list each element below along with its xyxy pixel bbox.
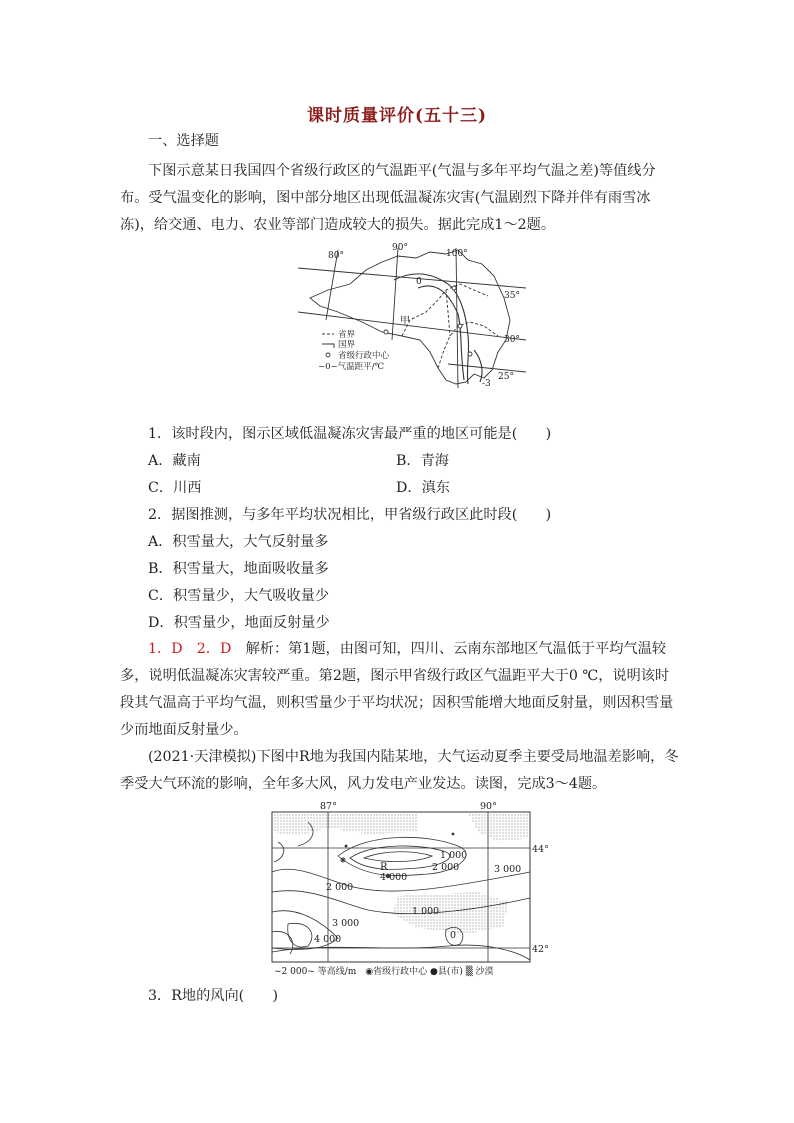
lon-label-80: 80° [328,251,344,261]
contour-label-3000-east: 3 000 [494,864,522,875]
lon-label-90: 90° [392,243,408,253]
lon-label-100: 100° [446,249,468,259]
contour-label-3000-west: 3 000 [332,918,360,929]
region-jia-label: 甲 [400,316,410,327]
contour-label-4000-center: 4 000 [380,872,408,883]
contour-label-2000-center: 2 000 [432,862,460,873]
question-1-option-b: B．青海 [396,453,449,469]
map-legend: ~2 000~ 等高线/m ◉省级行政中心 ●县(市) ▒ 沙漠 [274,967,494,977]
contour-label-2000-west: 2 000 [326,882,354,893]
question-1-stem: 1．该时段内，图示区域低温凝冻灾害最严重的地区可能是( ) [148,426,552,442]
question-2-option-a: A．积雪量大，大气反射量多 [148,534,329,550]
question-2-option-d: D．积雪量少，地面反射量少 [148,615,330,631]
contour-label-1000-south: 1 000 [412,906,440,917]
question-1-option-d: D．滇东 [396,480,450,496]
lat-label-35: 35° [504,291,520,301]
legend-isoline: ~0~气温距平/℃ [318,362,385,372]
question-3-stem: 3．R地的风向( ) [148,988,279,1004]
isoline-label-0: 0 [416,277,422,287]
question-2-option-c: C．积雪量少，大气吸收量少 [148,588,330,604]
lat-label-25: 25° [498,372,514,382]
question-2-stem: 2．据图推测，与多年平均状况相比，甲省级行政区此时段( ) [148,507,552,523]
contour-label-0: 0 [450,930,457,941]
temperature-anomaly-map [298,240,526,388]
contour-label-1000-north: 1 000 [440,850,468,861]
answer-key: 1．D 2．D [148,641,232,657]
page-title: 课时质量评价(五十三) [306,106,488,126]
question-1-option-a: A．藏南 [148,453,201,469]
point-r-label: R [380,862,388,873]
lon-label-90: 90° [480,802,497,812]
intro-paragraph-1: 下图示意某日我国四个省级行政区的气温距平(气温与多年平均气温之差)等值线分布。受气温变化的影响，图中部分地区出现低温凝冻灾害(气温剧烈下降并伴有雨雪冰冻)，给交通、电力、农业等部门造成较大的损失。据此完成1～2题。 [120,163,656,233]
legend-provincial-center: 省级行政中心 [338,351,390,361]
answer-explanation: 1．D 2．D 解析：第1题，由图可知，四川、云南东部地区气温低于平均气温较多，说明低温凝冻灾害较严重。第2题，图示甲省级行政区气温距平大于0 ℃，说明该时段其气温高于平均气温，则积雪量少于平均状况；因积雪能增大地面反射量，则因积雪量少而地面反射量少。 [120,641,674,738]
lat-label-42: 42° [532,944,549,955]
legend-province-border: 省界 [338,330,356,340]
question-2-option-b: B．积雪量大，地面吸收量多 [148,561,329,577]
isoline-label-neg3: -3 [482,379,491,388]
topographic-map [268,802,554,980]
lat-label-44: 44° [532,844,549,855]
lon-label-87: 87° [320,802,337,812]
legend-national-border: 国界 [338,340,356,350]
section-heading: 一、选择题 [148,133,219,149]
intro-paragraph-2: (2021·天津模拟)下图中R地为我国内陆某地，大气运动夏季主要受局地温差影响，冬季受大气环流的影响，全年多大风，风力发电产业发达。读图，完成3～4题。 [120,749,679,792]
contour-label-4000-southwest: 4 000 [314,934,342,945]
lat-label-30: 30° [504,335,520,345]
question-1-option-c: C．川西 [148,480,202,496]
